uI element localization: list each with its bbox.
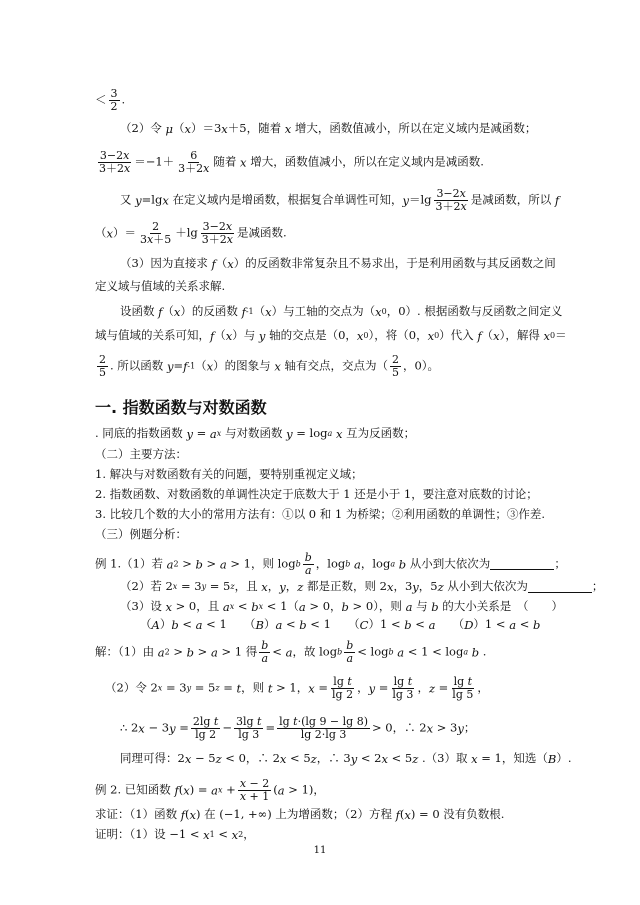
line-14: 1. 解决与对数函数有关的问题，要特别重视定义域； (95, 467, 363, 481)
answer-blank (528, 582, 592, 593)
line-3: $\frac{3-2x}{3+2x}$ ＝−1＋ $\frac{6}{3+2x}$ 随着 x 增大，函数值减小，所以在定义域内是减函数. (99, 149, 484, 175)
line-27: 求证：（1）函数 f(x) 在 (−1, +∞) 上为增函数；（2）方程 f(x) = 0 没有负数根. (95, 807, 505, 822)
line-2: （2）令 μ（x）＝3x＋5，随着 x 增大，函数值减小，所以在定义域内是减函数； (120, 121, 537, 136)
line-13: （二）主要方法： (95, 447, 187, 461)
line-15: 2. 指数函数、对数函数的单调性决定于底数大于 1 还是小于 1，要注意对底数的讨论； (95, 487, 538, 501)
line-23: （2）令 2x = 3y = 5z = t，则 t > 1，x = $\frac{\text{lg t}}{\lg 2}$ ，y = $\frac{\text{lg t}}{\lg 3}$ ，z = $\frac{\text{lg t}}{\lg 5}$ ， (105, 675, 489, 701)
fraction: $\frac{3}{2}$ (110, 87, 118, 113)
answer-blank (490, 559, 554, 570)
line-7: 定义域与值域的关系求解. (95, 279, 226, 293)
page-number: 11 (313, 845, 327, 856)
line-22: 解：（1）由 a2 > b > a > 1 得 $\frac{b}{a}$ < a，故 logb $\frac{b}{a}$ < logb a < 1 < loga b . (95, 639, 487, 665)
line-25: 同理可得：2x − 5z < 0，∴ 2x < 5z，∴ 3y < 2x < 5z .（3）取 x = 1，知选（B）. (120, 751, 572, 766)
line-21: （A）b < a < 1 （B）a < b < 1 （C）1 < b < a （D）1 < a < b (140, 617, 541, 632)
line-17: （三）例题分析： (95, 527, 187, 541)
line-8: 设函数 f（x）的反函数 f-1（x）与工轴的交点为（x0，0）. 根据函数与反函数之间定义 (120, 304, 563, 319)
line-20: （3）设 x > 0，且 ax < bx < 1（a > 0，b > 0），则 a 与 b 的大小关系是 （ ） (120, 599, 564, 614)
line-24: ∴ 2x − 3y = $\frac{\text{2lg t}}{\lg 2}$ − $\frac{\text{3lg t}}{\lg 3}$ = $\frac{\text{lg t·(lg 9 − lg 8)}}{\lg 2\cdot\lg 3}$ > 0，∴ 2x > 3y； (120, 715, 476, 741)
line-9: 域与值域的关系可知，f（x）与 y 轴的交点是（0，x0），将（0，x0）代入 f（x），解得 x0＝ (95, 328, 567, 343)
line-5: （x）＝ $\frac{2}{3x+5}$ ＋lg $\frac{3-2x}{3+2x}$ 是减函数. (95, 220, 287, 246)
line-28: 证明：（1）设 −1 < x1 < x2， (95, 827, 255, 842)
line-18: 例 1.（1）若 a2 > b > a > 1，则 logb $\frac{b}{a}$ ，logb a，loga b 从小到大依次为 ； (95, 551, 566, 577)
line-10: $\frac{2}{5}$ . 所以函数 y=f-1（x）的图象与 x 轴有交点，交点为（ $\frac{2}{5}$ ，0）。 (99, 353, 440, 379)
line-12: . 同底的指数函数 y = ax 与对数函数 y = loga x 互为反函数； (95, 426, 416, 441)
line-19: （2）若 2x = 3y = 5z，且 x，y，z 都是正数，则 2x，3y，5z 从小到大依次为 ； (120, 579, 604, 594)
line-1: ＜ $\frac{3}{2}$ . (95, 87, 126, 113)
line-16: 3. 比较几个数的大小的常用方法有：①以 0 和 1 为桥梁；②利用函数的单调性；③作差. (95, 507, 546, 521)
line-4: 又 y=lgx 在定义域内是增函数，根据复合单调性可知，y＝lg $\frac{3-2x}{3+2x}$ 是减函数，所以 f (120, 187, 560, 213)
section-heading: 一. 指数函数与对数函数 (95, 398, 267, 417)
line-26: 例 2. 已知函数 f(x) = ax + $\frac{x - 2}{x + 1}$ (a > 1)， (95, 777, 325, 803)
line-6: （3）因为直接求 f（x）的反函数非常复杂且不易求出，于是利用函数与其反函数之间 (120, 256, 556, 271)
